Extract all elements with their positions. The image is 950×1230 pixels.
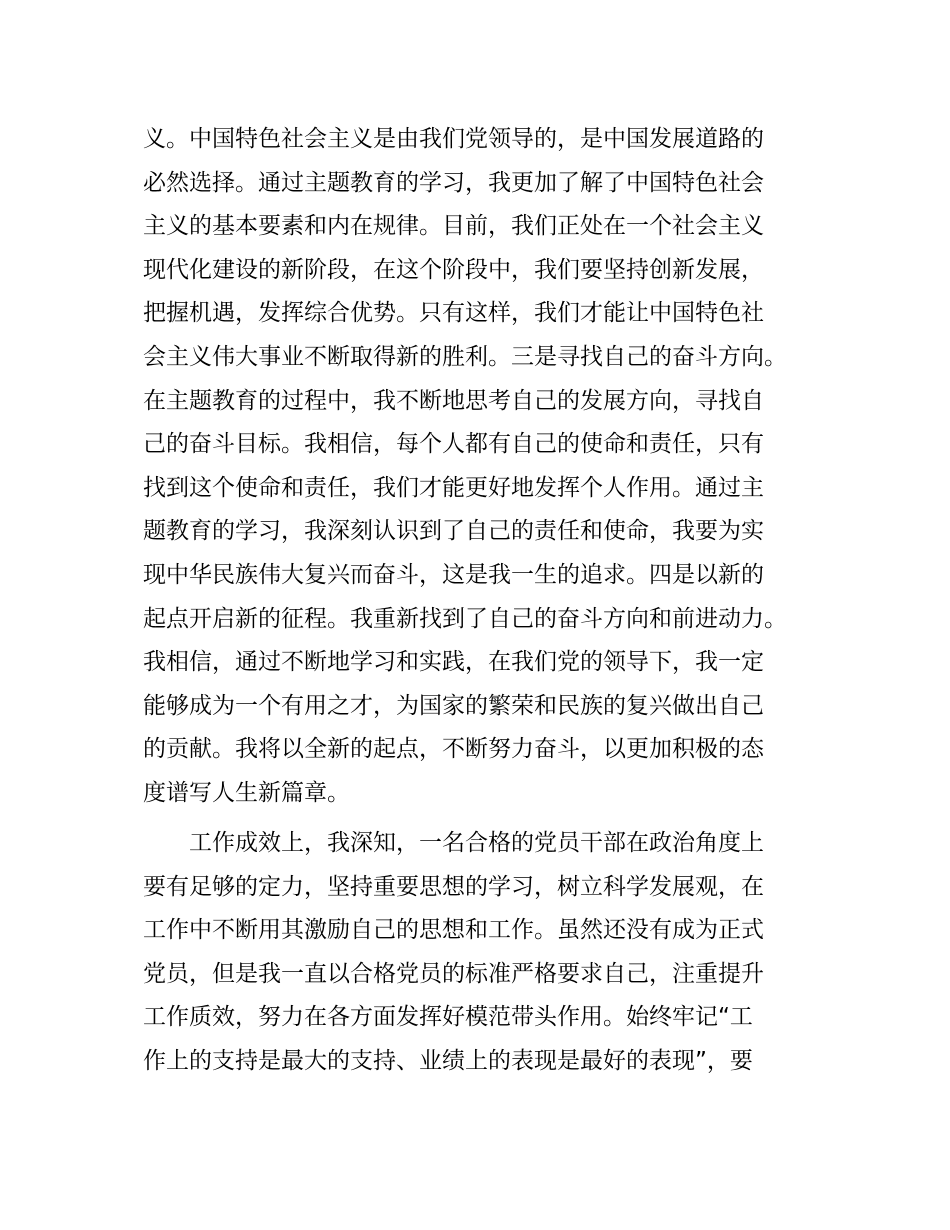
text-line: 度谱写人生新篇章。 — [143, 779, 350, 806]
text-line: 起点开启新的征程。我重新找到了自己的奋斗方向和前进动力。 — [143, 605, 787, 632]
text-line: 会主义伟大事业不断取得新的胜利。三是寻找自己的奋斗方向。 — [143, 343, 787, 370]
text-line: 把握机遇，发挥综合优势。只有这样，我们才能让中国特色社 — [143, 300, 764, 327]
text-line: 题教育的学习，我深刻认识到了自己的责任和使命，我要为实 — [143, 518, 764, 545]
text-line: 主义的基本要素和内在规律。目前，我们正处在一个社会主义 — [143, 213, 764, 240]
text-line: 义。中国特色社会主义是由我们党领导的，是中国发展道路的 — [143, 126, 764, 152]
text-line-indented: 工作成效上，我深知，一名合格的党员干部在政治角度上 — [189, 830, 764, 856]
text-line: 作上的支持是最大的支持、业绩上的表现是最好的表现”，要 — [143, 1047, 753, 1074]
body-paragraph-2 — [143, 822, 823, 1084]
text-line: 现代化建设的新阶段，在这个阶段中，我们要坚持创新发展， — [143, 256, 764, 283]
text-line: 工作中不断用其激励自己的思想和工作。虽然还没有成为正式 — [143, 917, 764, 944]
text-line: 工作质效，努力在各方面发挥好模范带头作用。始终牢记“工 — [143, 1004, 753, 1031]
text-line: 己的奋斗目标。我相信，每个人都有自己的使命和责任，只有 — [143, 431, 764, 458]
text-line: 党员，但是我一直以合格党员的标准严格要求自己，注重提升 — [143, 960, 764, 987]
text-line: 能够成为一个有用之才，为国家的繁荣和民族的复兴做出自己 — [143, 692, 764, 719]
body-paragraph-1 — [143, 118, 823, 816]
text-line: 的贡献。我将以全新的起点，不断努力奋斗，以更加积极的态 — [143, 736, 764, 763]
text-line: 我相信，通过不断地学习和实践，在我们党的领导下，我一定 — [143, 649, 764, 676]
text-line: 在主题教育的过程中，我不断地思考自己的发展方向，寻找自 — [143, 387, 764, 414]
text-line: 现中华民族伟大复兴而奋斗，这是我一生的追求。四是以新的 — [143, 561, 764, 588]
text-line: 要有足够的定力，坚持重要思想的学习，树立科学发展观，在 — [143, 873, 764, 900]
text-line: 必然选择。通过主题教育的学习，我更加了解了中国特色社会 — [143, 169, 764, 196]
text-line: 找到这个使命和责任，我们才能更好地发挥个人作用。通过主 — [143, 474, 764, 501]
